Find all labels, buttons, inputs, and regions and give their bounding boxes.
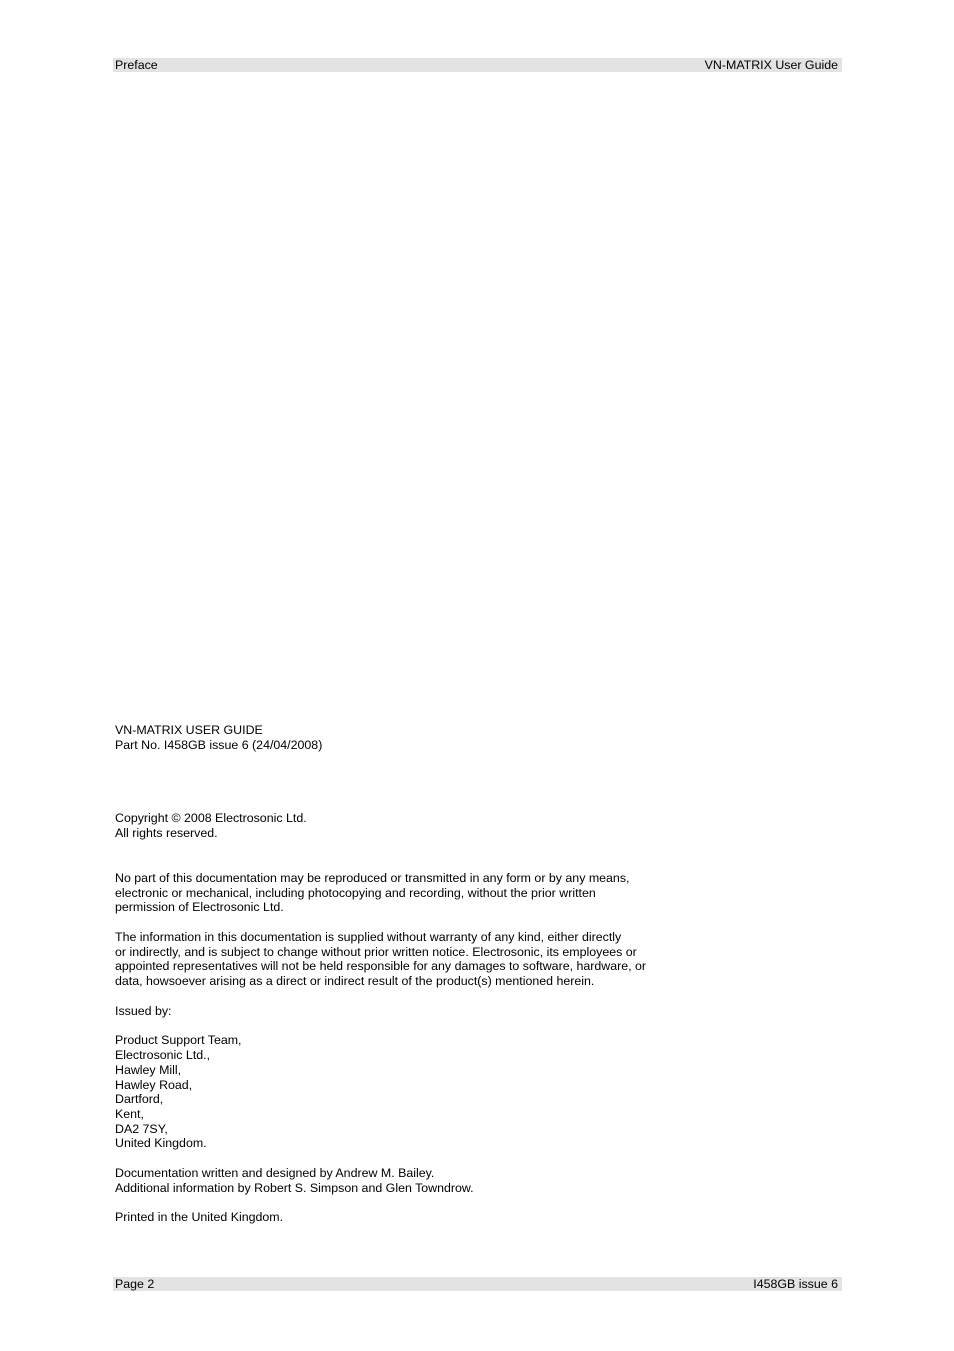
page-footer bbox=[113, 1277, 842, 1291]
document-body bbox=[115, 723, 715, 1225]
reproduction-notice bbox=[115, 871, 715, 915]
header-section-title: Preface bbox=[115, 58, 158, 72]
notice-line: electronic or mechanical, including photocopying and recording, without the prior written bbox=[115, 885, 596, 900]
copyright-block bbox=[115, 811, 715, 840]
notice-line: No part of this documentation may be reproduced or transmitted in any form or by any means, bbox=[115, 870, 630, 885]
footer-issue: I458GB issue 6 bbox=[753, 1277, 838, 1291]
notice-line: The information in this documentation is supplied without warranty of any kind, either directly bbox=[115, 929, 622, 944]
warranty-notice bbox=[115, 930, 715, 989]
address-line: Electrosonic Ltd., bbox=[115, 1048, 211, 1063]
address-block bbox=[115, 1033, 715, 1151]
page-header bbox=[113, 58, 842, 72]
credit-line: Documentation written and designed by Andrew M. Bailey. bbox=[115, 1166, 435, 1181]
page-number: Page 2 bbox=[115, 1277, 155, 1291]
part-number: Part No. I458GB issue 6 (24/04/2008) bbox=[115, 737, 323, 752]
address-line: Kent, bbox=[115, 1106, 144, 1121]
address-line: Product Support Team, bbox=[115, 1033, 242, 1048]
rights-line: All rights reserved. bbox=[115, 826, 218, 841]
credit-line: Additional information by Robert S. Simpson and Glen Towndrow. bbox=[115, 1180, 474, 1195]
credits-block bbox=[115, 1166, 715, 1195]
printed-notice: Printed in the United Kingdom. bbox=[115, 1210, 284, 1225]
notice-line: or indirectly, and is subject to change without prior written notice. Electrosonic, its employees or bbox=[115, 944, 637, 959]
issued-by-label: Issued by: bbox=[115, 1003, 172, 1018]
notice-line: data, howsoever arising as a direct or indirect result of the product(s) mentioned herein. bbox=[115, 974, 595, 989]
address-line: United Kingdom. bbox=[115, 1136, 207, 1151]
notice-line: permission of Electrosonic Ltd. bbox=[115, 900, 284, 915]
guide-title-block bbox=[115, 723, 715, 752]
header-document-title: VN-MATRIX User Guide bbox=[704, 58, 838, 72]
copyright-line: Copyright © 2008 Electrosonic Ltd. bbox=[115, 811, 307, 826]
address-line: Hawley Mill, bbox=[115, 1062, 182, 1077]
address-line: Hawley Road, bbox=[115, 1077, 193, 1092]
guide-title: VN-MATRIX USER GUIDE bbox=[115, 723, 263, 737]
notice-line: appointed representatives will not be held responsible for any damages to software, hardware, or bbox=[115, 959, 647, 974]
address-line: Dartford, bbox=[115, 1092, 164, 1107]
address-line: DA2 7SY, bbox=[115, 1121, 168, 1136]
